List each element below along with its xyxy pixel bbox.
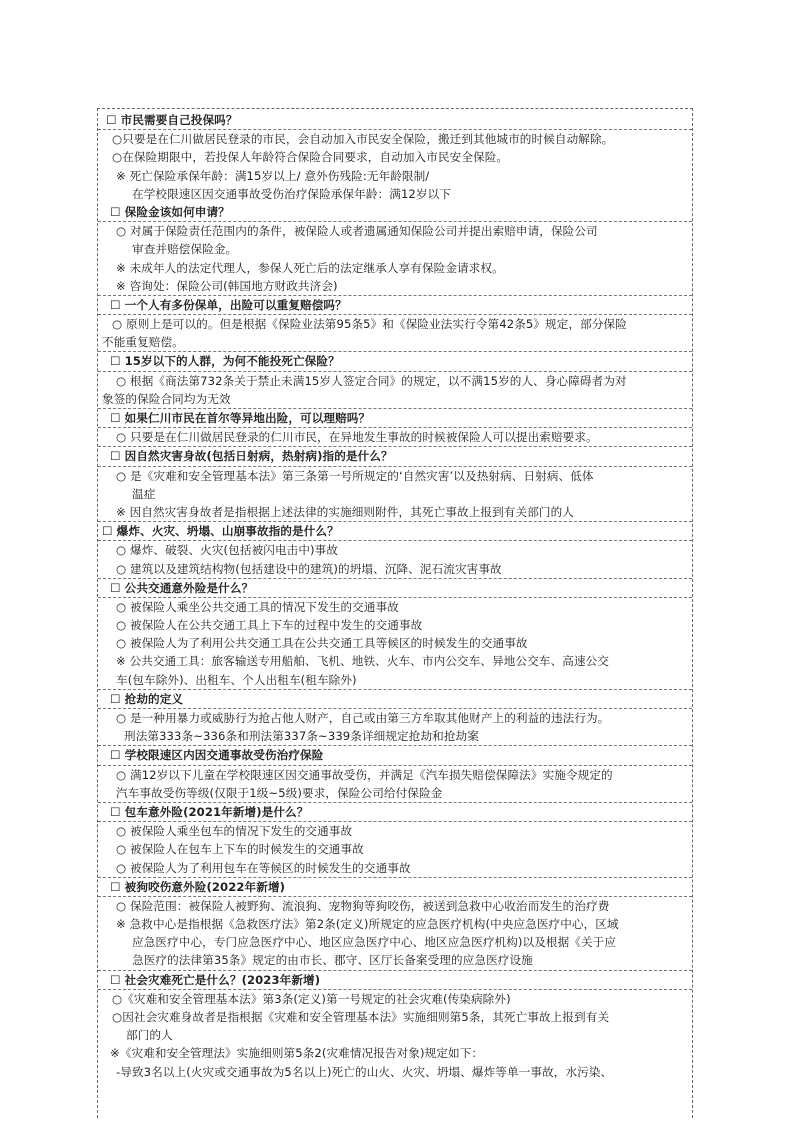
section-heading: ☐ 市民需要自己投保吗？	[98, 111, 692, 130]
text-line: ○ 被保险人在包车上下车的时候发生的交通事故	[116, 842, 364, 857]
text-line: ○ 满12岁以下儿童在学校限速区因交通事故受伤，并满足《汽车损失赔偿保障法》实施令规定的	[116, 767, 613, 782]
section-heading: ☐ 学校限速区内因交通事故受伤治疗保险	[98, 746, 692, 765]
text-line: 刑法第333条~336条和刑法第337条~339条详细规定抢劫和抢劫案	[98, 727, 692, 746]
text-line: ○ 被保险人在公共交通工具上下车的过程中发生的交通事故	[116, 618, 423, 633]
text-line: 在学校限速区因交通事故受伤治疗保险承保年龄：满12岁以下	[132, 186, 451, 201]
text-line: ○ 爆炸、破裂、火灾(包括被闪电击中)事故	[116, 543, 339, 558]
text-line: ○ 是《灾难和安全管理基本法》第三条第一号所规定的‘自然灾害’以及热射病、日射病、低体	[116, 468, 594, 483]
text-line: ○ 被保险人为了利用包车在等候区的时候发生的交通事故	[98, 859, 692, 878]
text-line: ※ 公共交通工具：旅客输送专用船舶、飞机、地铁、火车、市内公交车、异地公交车、高速公交	[116, 654, 610, 669]
section-heading: ☐ 15岁以下的人群，为何不能投死亡保险？	[98, 352, 692, 371]
text-line: 不能重复赔偿。	[98, 333, 692, 352]
section-heading: ☐ 一个人有多份保单，出险可以重复赔偿吗？	[98, 296, 692, 315]
text-line: ○ 只要是在仁川做居民登录的仁川市民，在异地发生事故的时候被保险人可以提出索赔要求。	[98, 428, 692, 447]
text-line: ○ 被保险人乘坐包车的情况下发生的交通事故	[116, 824, 353, 839]
text-line: 象签的保险合同均为无效	[98, 390, 692, 409]
text-line: ○在保险期限中，若投保人年龄符合保险合同要求，自动加入市民安全保险。	[112, 150, 509, 165]
text-line: 汽车事故受伤等级(仅限于1级~5级)要求，保险公司给付保险金	[98, 784, 692, 803]
text-line: ※ 因自然灾害身故者是指根据上述法律的实施细则附件，其死亡事故上报到有关部门的人	[98, 503, 692, 522]
text-line: 应急医疗中心，专门应急医疗中心、地区应急医疗中心、地区应急医疗机构)以及根据《关于应	[132, 935, 617, 950]
section-heading: ☐ 因自然灾害身故(包括日射病，热射病)指的是什么？	[98, 447, 692, 466]
text-line: 审查并赔偿保险金。	[132, 242, 238, 257]
text-line: 部门的人	[126, 1028, 173, 1043]
text-line: ○只要是在仁川做居民登录的市民，会自动加入市民安全保险，搬迁到其他城市的时候自动解除。	[112, 132, 614, 147]
text-line: -导致3名以上(火灾或交通事故为5名以上)死亡的山火、火灾、坍塌、爆炸等单一事故，水污染、	[116, 1064, 613, 1079]
text-line: ○ 被保险人乘坐公共交通工具的情况下发生的交通事故	[116, 599, 399, 614]
document-frame	[97, 108, 693, 1118]
section-heading: ☐ 抢劫的定义	[98, 690, 692, 709]
text-line: ○ 建筑以及建筑结构物(包括建设中的建筑)的坍塌、沉降、泥石流灾害事故	[98, 560, 692, 579]
text-line: ○ 对属于保险责任范围内的条件，被保险人或者遗属通知保险公司并提出索赔申请，保险公司	[116, 224, 598, 239]
section-heading: ☐ 保险金该如何申请？	[98, 203, 692, 222]
text-line: ○《灾难和安全管理基本法》第3条(定义)第一号规定的社会灾难(传染病除外)	[112, 991, 511, 1006]
text-line: ○ 被保险人为了利用公共交通工具在公共交通工具等候区的时候发生的交通事故	[116, 636, 528, 651]
text-line: ※ 死亡保险承保年龄：满15岁以上/ 意外伤残险:无年龄限制/	[116, 168, 430, 183]
text-line: ○ 根据《商法第732条关于禁止未满15岁人签定合同》的规定，以不满15岁的人、身心障碍者为对	[116, 373, 627, 388]
text-line: 温症	[132, 486, 156, 501]
text-line: ○ 保险范围：被保险人被野狗、流浪狗、宠物狗等狗咬伤，被送到急救中心收治而发生的治疗费	[116, 898, 610, 913]
text-line: ※ 急救中心是指根据《急救医疗法》第2条(定义)所规定的应急医疗机构(中央应急医疗中心，区域	[116, 917, 619, 932]
text-line: 车(包车除外)、出租车、个人出租车(租车除外)	[98, 671, 692, 690]
text-line: ○ 是一种用暴力或威胁行为抢占他人财产，自己或由第三方牟取其他财产上的利益的违法行为。	[116, 711, 610, 725]
section-heading: ☐ 包车意外险(2021年新增)是什么？	[98, 803, 692, 822]
text-line: ※ 未成年人的法定代理人，参保人死亡后的法定继承人享有保险金请求权。	[116, 260, 504, 275]
text-line: ○因社会灾难身故者是指根据《灾难和安全管理基本法》实施细则第5条，其死亡事故上报到有关	[112, 1010, 610, 1024]
section-heading: ☐ 如果仁川市民在首尔等异地出险，可以理赔吗？	[98, 409, 692, 428]
section-heading: ☐ 爆炸、火灾、坍塌、山崩事故指的是什么？	[98, 522, 692, 541]
section-heading: ☐ 社会灾难死亡是什么？(2023年新增)	[98, 971, 692, 990]
text-line: ※《灾难和安全管理法》实施细则第5条2(灾难情况报告对象)规定如下：	[110, 1046, 484, 1061]
section-heading: ☐ 被狗咬伤意外险(2022年新增)	[98, 878, 692, 897]
text-line: ※ 咨询处：保险公司(韩国地方财政共济会)	[98, 277, 692, 296]
section-heading: ☐ 公共交通意外险是什么？	[98, 579, 692, 598]
text-line: ○ 原则上是可以的。但是根据《保险业法第95条5》和《保险业法实行令第42条5》规定，部分保险	[112, 317, 627, 332]
text-line: 急医疗的法律第35条》规定的由市长、郡守、区厅长备案受理的应急医疗设施	[98, 951, 692, 970]
